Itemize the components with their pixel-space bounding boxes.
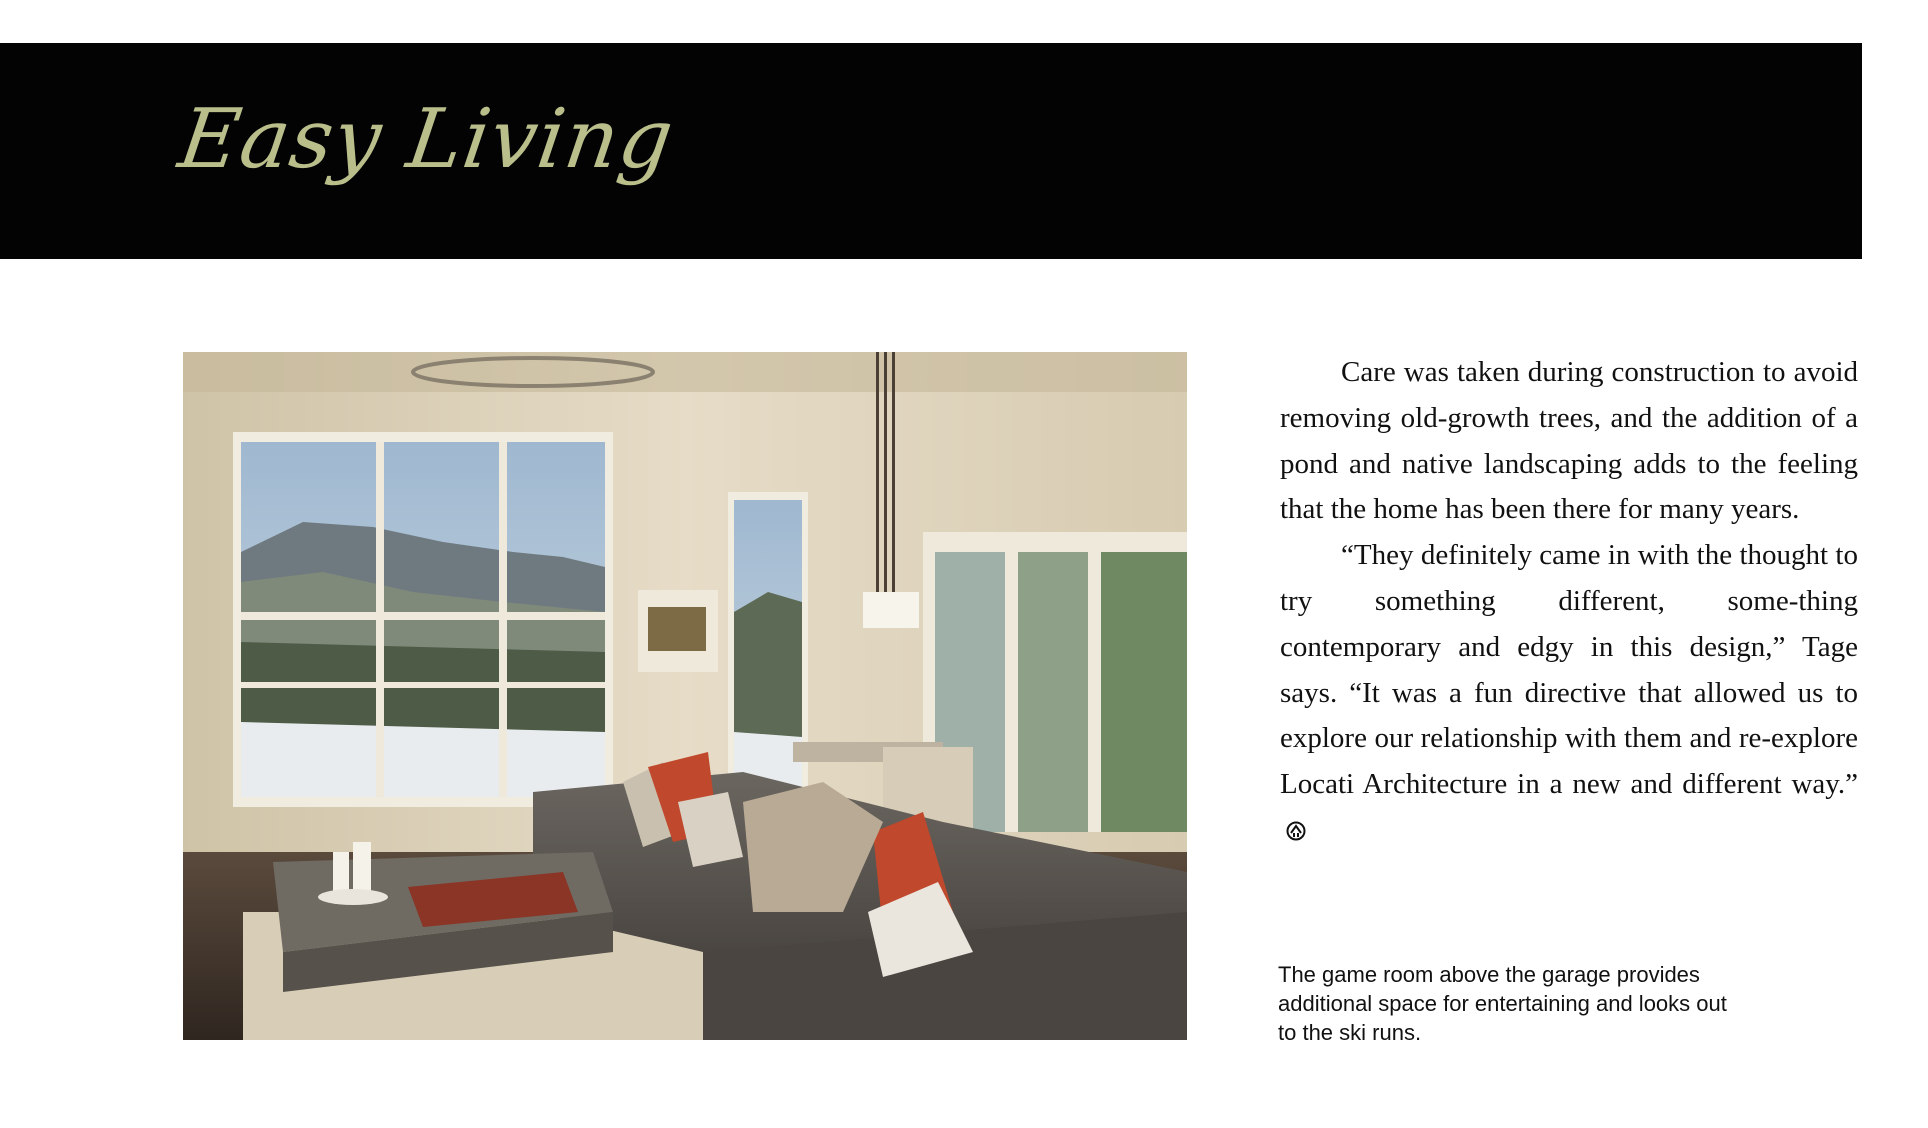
article-paragraph-text: “They definitely came in with the thought to try something different, some-thing contemporary and edgy in this design,” Tage says. “It was a fun directive that allowed us to explore our relationship with them and re-explore Locati Architecture in a new and different way.” — [1280, 539, 1858, 801]
section-title: Easy Living — [173, 92, 680, 187]
photo-caption — [1278, 960, 1798, 1047]
caption-line: The game room above the garage provides — [1278, 962, 1700, 987]
living-room-photo — [183, 352, 1187, 1040]
end-of-article-icon — [1286, 821, 1306, 841]
article-paragraph: Care was taken during construction to avoid removing old-growth trees, and the addition of a pond and native landscaping adds to the feeling that the home has been there for many years. — [1280, 356, 1858, 526]
article-paragraph — [1280, 533, 1858, 854]
article-body — [1280, 350, 1858, 854]
photo-illustration — [183, 352, 1187, 1040]
caption-line: additional space for entertaining and looks out — [1278, 991, 1727, 1016]
caption-line: to the ski runs. — [1278, 1020, 1422, 1045]
